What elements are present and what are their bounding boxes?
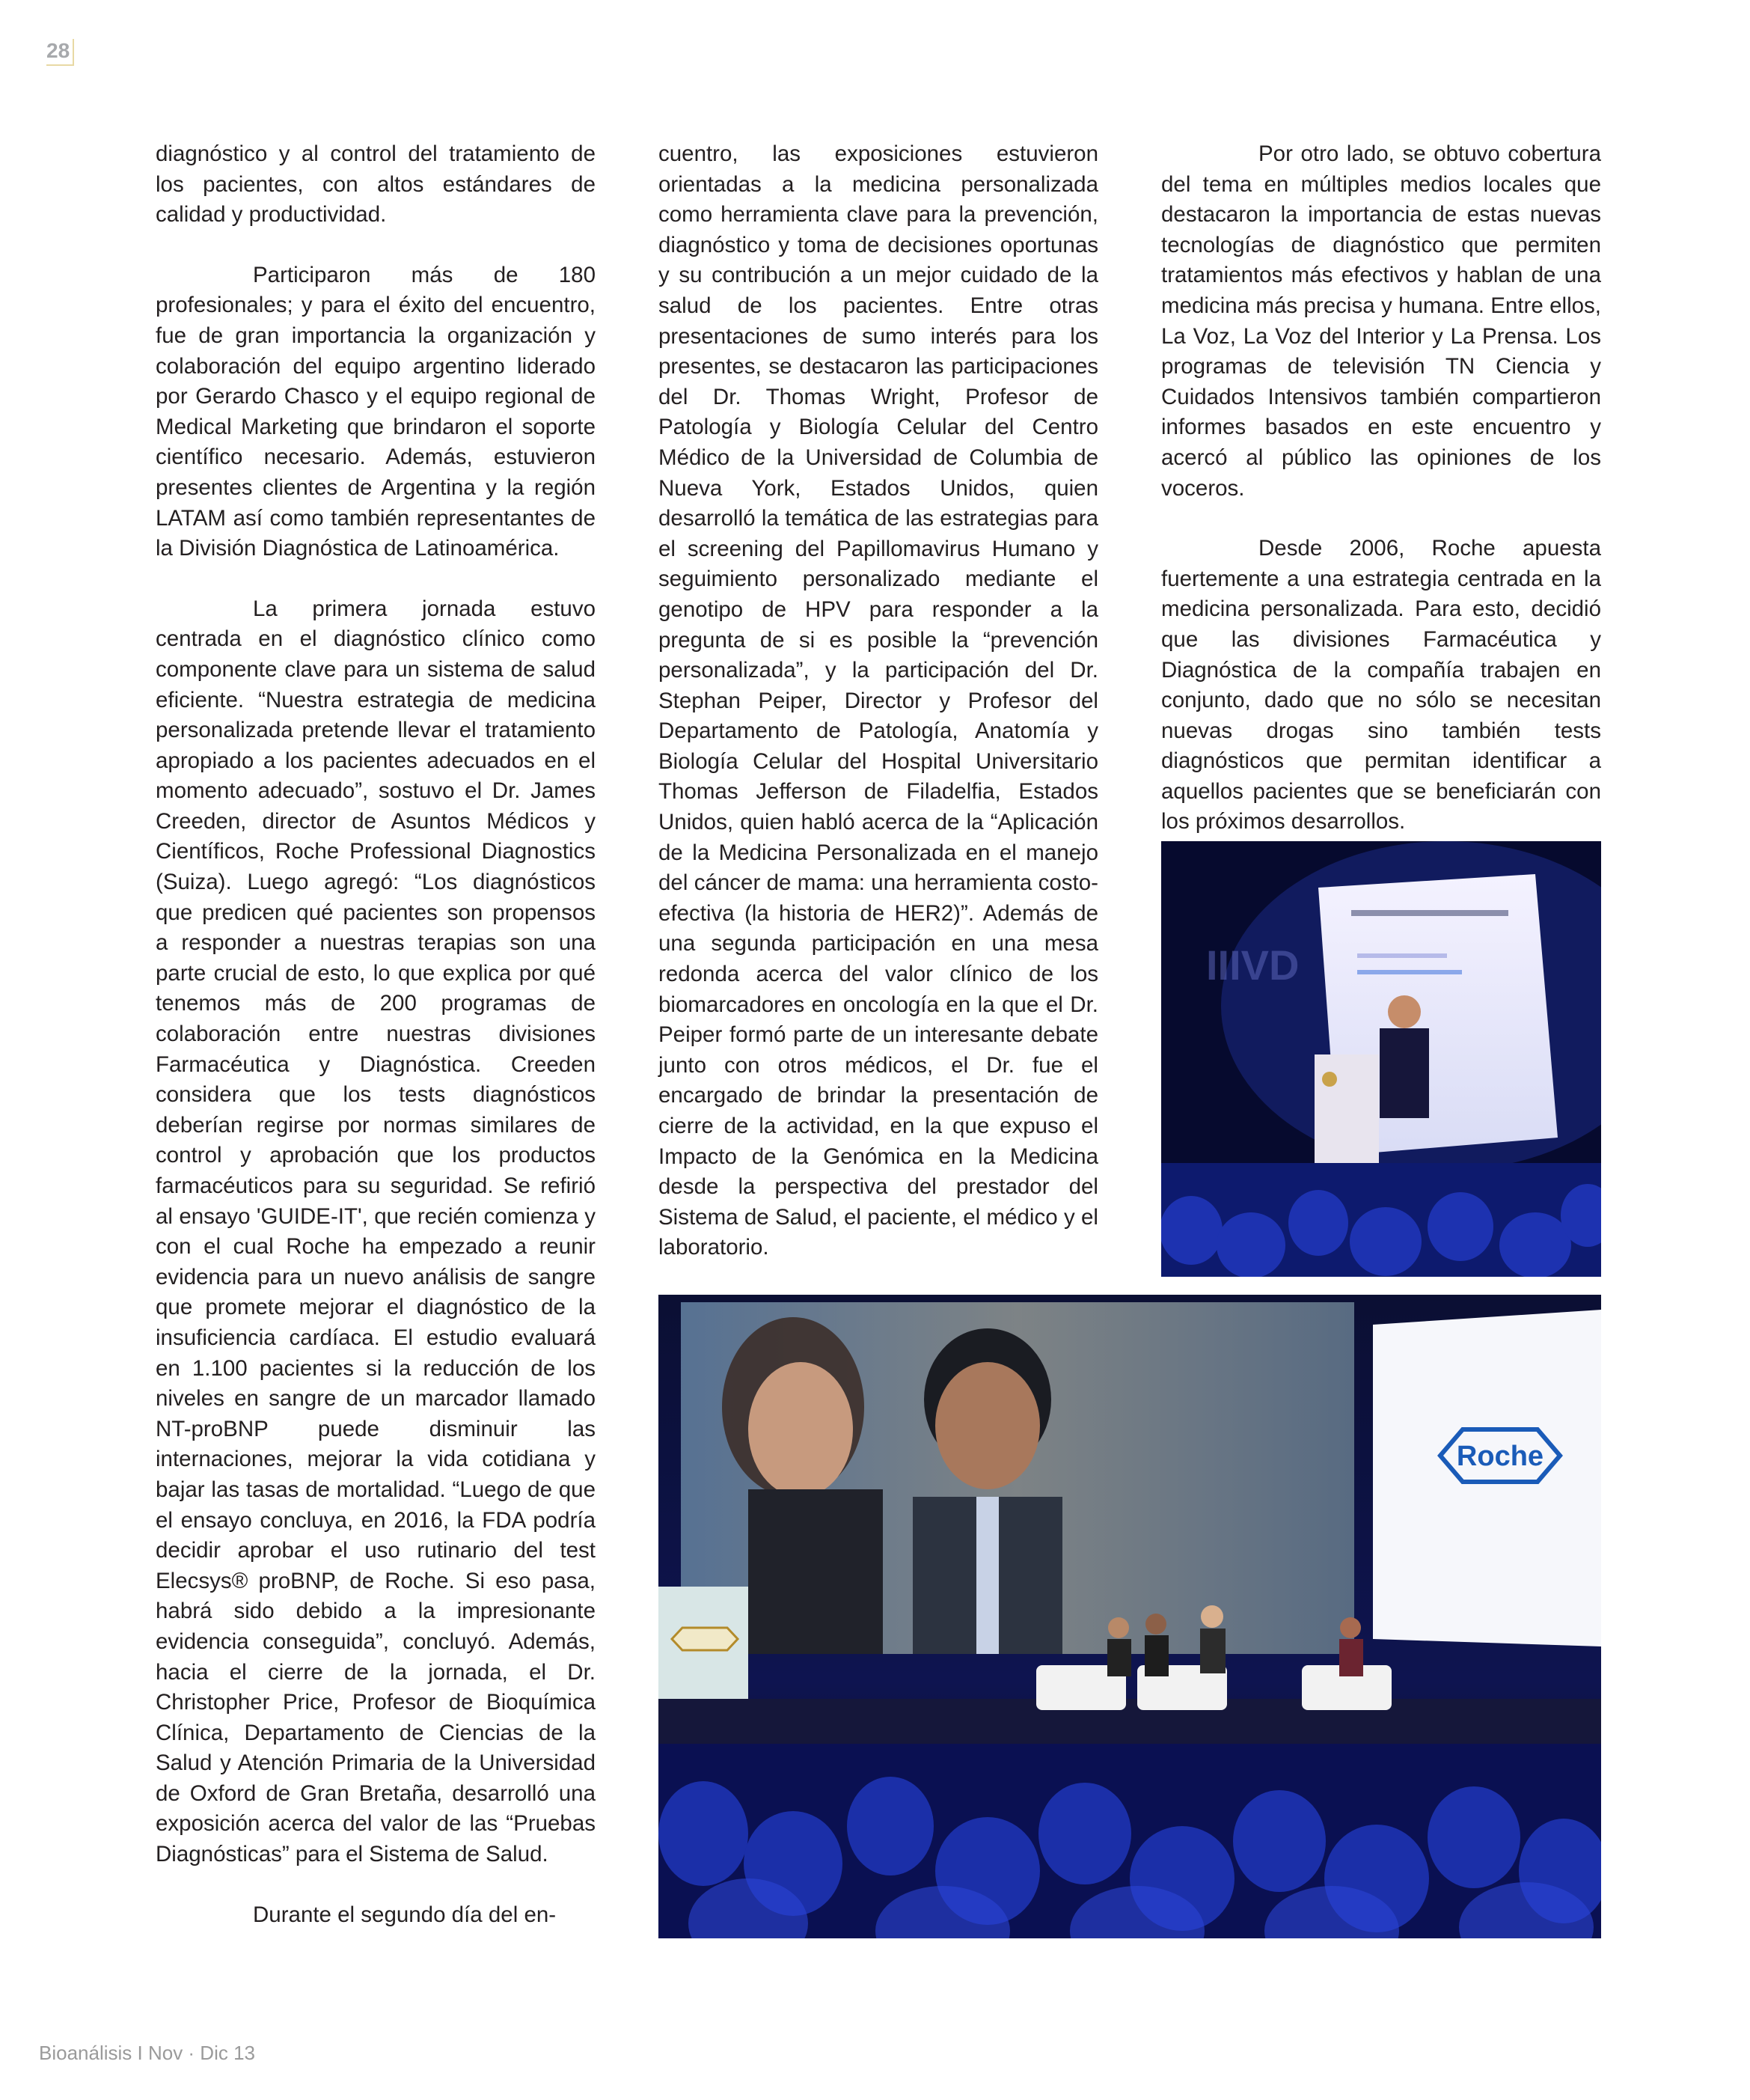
text-column-2 — [658, 139, 1098, 1293]
paragraph: Por otro lado, se obtuvo cobertura del tema en múltiples medios locales que destacaron la importancia de estas nuevas tecnologías de diagnóstico que permiten tratamientos más efectivos y hablan de una medicina más precisa y humana. Entre ellos, La Voz, La Voz del Interior y La Prensa. Los programas de televisión TN Ciencia y Cuidados Intensivos también compartieron informes basados en este encuentro y acercó al público las opiniones de los voceros. — [1161, 141, 1601, 501]
page-number: 28 — [46, 39, 74, 66]
panel-discussion-photo — [658, 1295, 1601, 1938]
footer-text: Bioanálisis I Nov · Dic 13 — [39, 2042, 255, 2064]
ivd-logo: IIIVD — [1206, 941, 1300, 989]
text-column-1 — [156, 139, 596, 1960]
speaker-photo — [1161, 841, 1601, 1277]
text-column-3 — [1161, 139, 1601, 867]
speaker-photo-illustration — [1161, 841, 1601, 1277]
paragraph: cuentro, las exposiciones estuvieron orientadas a la medicina personalizada como herramienta clave para la prevención, diagnóstico y toma de decisiones oportunas y su contribución a un mejor cuidado de la salud de los pacientes. Entre otras presentaciones de sumo interés para los presentes, se destacaron las participaciones del Dr. Thomas Wright, Profesor de Patología y Biología Celular del Centro Médico de la Universidad de Columbia de Nueva York, Estados Unidos, quien desarrolló la temática de las estrategias para el screening del Papillomavirus Humano y seguimiento personalizado mediante el genotipo de HPV para responder a la pregunta de si es posible la “prevención personalizada”, y la participación del Dr. Stephan Peiper, Director y Profesor del Departamento de Patología, Anatomía y Biología Celular del Hospital Universitario Thomas Jefferson de Filadelfia, Estados Unidos, quien habló acerca de la “Aplicación de la Medicina Personalizada en el manejo del cáncer de mama: una herramienta costo-efectiva (la historia de HER2)”. Además de una segunda participación en una mesa redonda acerca del valor clínico de los biomarcadores en oncología en la que el Dr. Peiper formó parte de un interesante debate junto con otros médicos, el Dr. fue el encargado de brindar la presentación de cierre de la actividad, en la que expuso el Impacto de la Genómica en la Medicina desde la perspectiva del prestador del Sistema de Salud, el paciente, el médico y el laboratorio. — [658, 141, 1098, 1260]
paragraph: Participaron más de 180 profesionales; y para el éxito del encuentro, fue de gran importancia la organización y colaboración del equipo argentino liderado por Gerardo Chasco y el equipo regional de Medical Marketing que brindaron el soporte científico necesario. Además, estuvieron presentes clientes de Argentina y la región LATAM así como también representantes de la División Diagnóstica de Latinoamérica. — [156, 262, 596, 561]
paragraph: diagnóstico y al control del tratamiento de los pacientes, con altos estándares de calidad y productividad. — [156, 141, 596, 228]
paragraph: La primera jornada estuvo centrada en el diagnóstico clínico como componente clave para un sistema de salud eficiente. “Nuestra estrategia de medicina personalizada pretende llevar el tratamiento apropiado a los pacientes adecuados en el momento adecuado”, sostuvo el Dr. James Creeden, director de Asuntos Médicos y Científicos, Roche Professional Diagnostics (Suiza). Luego agregó: “Los diagnósticos que predicen qué pacientes son propensos a responder a nuestras terapias son una parte crucial de esto, lo que explica por qué tenemos más de 200 programas de colaboración entre nuestras divisiones Farmacéutica y Diagnóstica. Creeden considera que los tests diagnósticos deberían regirse por normas similares de control y aprobación que los productos farmacéuticos para su seguridad. Se refirió al ensayo 'GUIDE-IT', que recién comienza y con el cual Roche ha empezado a reunir evidencia para un nuevo análisis de sangre que promete mejorar el diagnóstico de la insuficiencia cardíaca. El estudio evaluará en 1.100 pacientes si la reducción de los niveles en sangre de un marcador llamado NT-proBNP puede disminuir las internaciones, mejorar la vida cotidiana y bajar las tasas de mortalidad. “Luego de que el ensayo concluya, en 2016, la FDA podría decidir aprobar el uso rutinario del test Elecsys® proBNP, de Roche. Si eso pasa, habrá sido debido a la impresionante evidencia conseguida”, concluyó. Además, hacia el cierre de la jornada, el Dr. Christopher Price, Profesor de Bioquímica Clínica, Departamento de Ciencias de la Salud y Atención Primaria de la Universidad de Oxford de Gran Bretaña, desarrolló una exposición acerca del valor de las “Pruebas Diagnósticas” para el Sistema de Salud. — [156, 596, 596, 1867]
roche-logo: Roche — [1456, 1441, 1544, 1472]
roche-screen — [1373, 1310, 1601, 1646]
panel-photo-illustration — [658, 1295, 1601, 1938]
podium — [1315, 1054, 1379, 1182]
paragraph: Durante el segundo día del en- — [253, 1902, 557, 1927]
speaker-figure — [1380, 1028, 1429, 1118]
paragraph: Desde 2006, Roche apuesta fuertemente a una estrategia centrada en la medicina personalizada. Para esto, decidió que las divisiones Farmacéutica y Diagnóstica de la compañía trabajen en conjunto, dado que no sólo se necesitan nuevas drogas sino también tests diagnósticos que permitan identificar a aquellos pacientes que se beneficiarán con los próximos desarrollos. — [1161, 536, 1601, 834]
